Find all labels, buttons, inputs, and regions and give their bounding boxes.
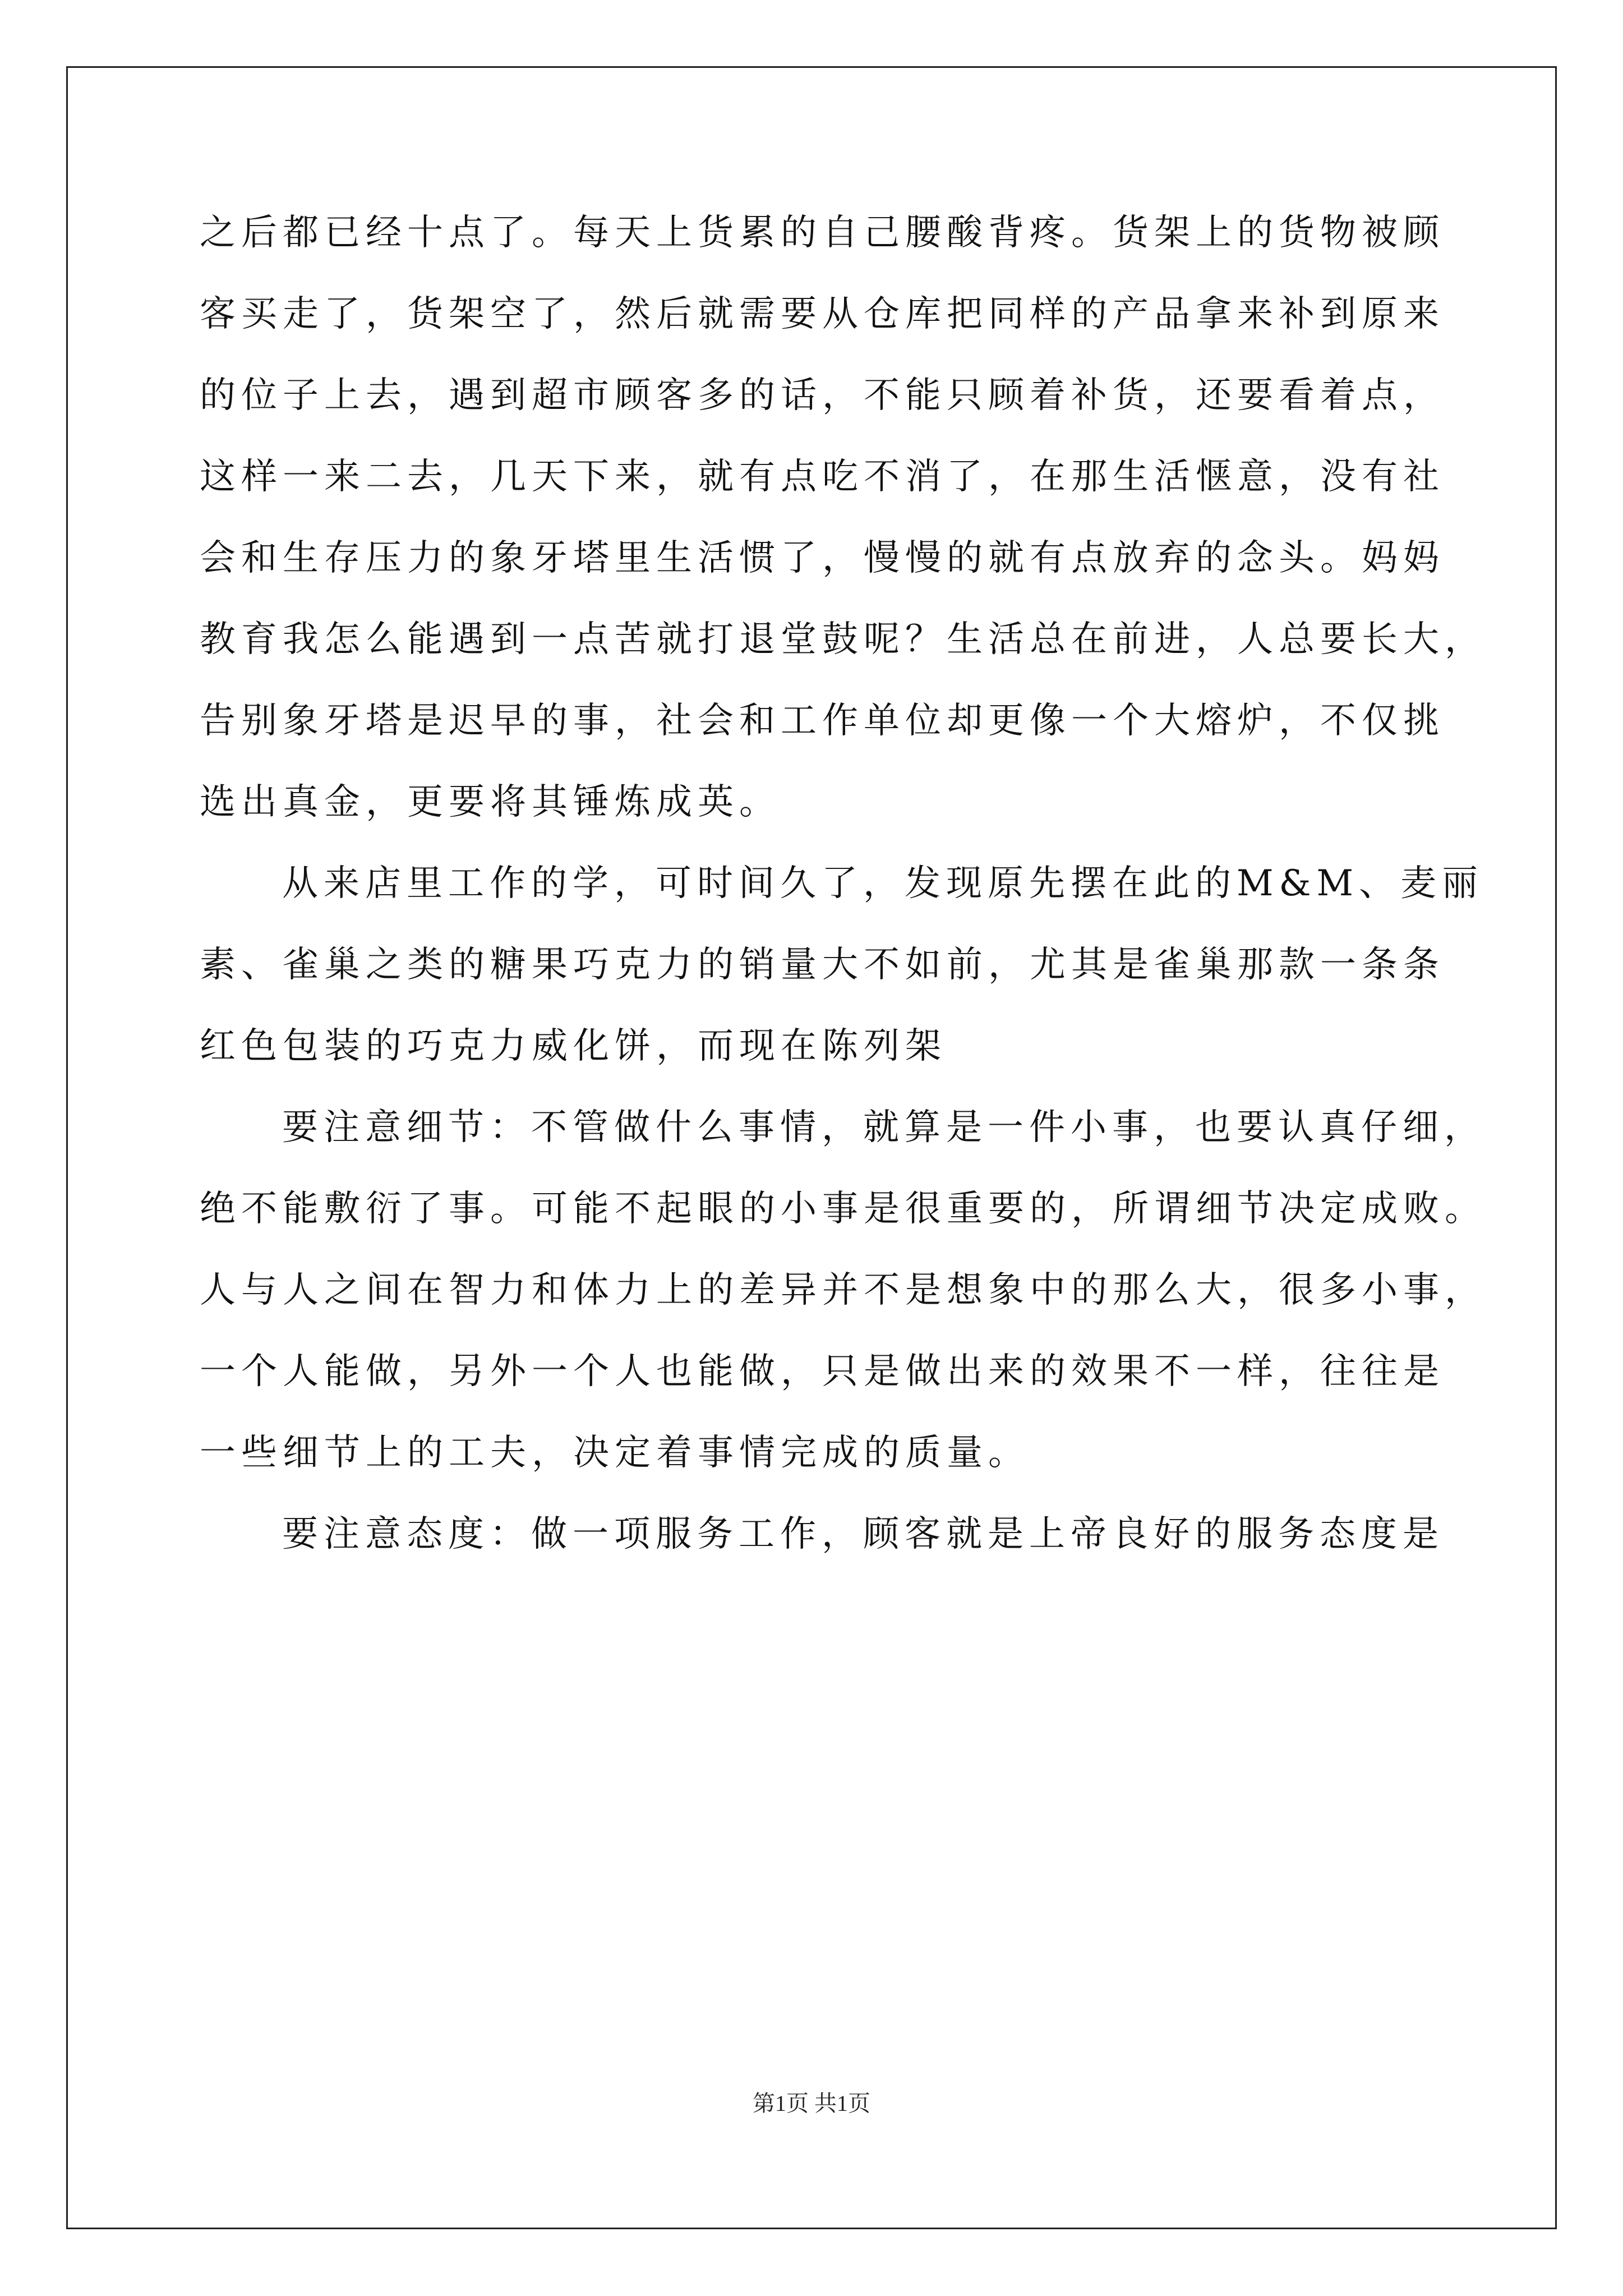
page-footer: 第1页 共1页 [753,2091,870,2116]
text-line: 这样一来二去，几天下来，就有点吃不消了，在那生活惬意，没有社 [200,456,1445,498]
text-line: 绝不能敷衍了事。可能不起眼的小事是很重要的，所谓细节决定成败。 [200,1188,1486,1230]
text-line: 之后都已经十点了。每天上货累的自己腰酸背疼。货架上的货物被顾 [200,212,1445,254]
text-line: 素、雀巢之类的糖果巧克力的销量大不如前，尤其是雀巢那款一条条 [200,944,1445,986]
text-line: 教育我怎么能遇到一点苦就打退堂鼓呢？生活总在前进，人总要长大， [200,619,1486,660]
text-line: 一个人能做，另外一个人也能做，只是做出来的效果不一样，往往是 [200,1351,1445,1392]
text-line: 告别象牙塔是迟早的事，社会和工作单位却更像一个大熔炉，不仅挑 [200,700,1445,742]
text-line: 人与人之间在智力和体力上的差异并不是想象中的那么大，很多小事， [200,1269,1486,1311]
text-line: 的位子上去，遇到超市顾客多的话，不能只顾着补货，还要看着点， [200,375,1445,416]
text-line: 会和生存压力的象牙塔里生活惯了，慢慢的就有点放弃的念头。妈妈 [200,537,1445,579]
text-line: 一些细节上的工夫，决定着事情完成的质量。 [200,1432,1030,1474]
paragraph-first-line: 要注意态度：做一项服务工作，顾客就是上帝良好的服务态度是 [282,1513,1444,1555]
text-line: 客买走了，货架空了，然后就需要从仓库把同样的产品拿来补到原来 [200,293,1445,335]
text-line: 选出真金，更要将其锤炼成英。 [200,781,781,823]
paragraph-first-line: 要注意细节：不管做什么事情，就算是一件小事，也要认真仔细， [282,1107,1486,1148]
paragraph-first-line: 从来店里工作的学，可时间久了，发现原先摆在此的M&M、麦丽 [282,863,1484,904]
text-line: 红色包装的巧克力威化饼，而现在陈列架 [200,1025,947,1067]
